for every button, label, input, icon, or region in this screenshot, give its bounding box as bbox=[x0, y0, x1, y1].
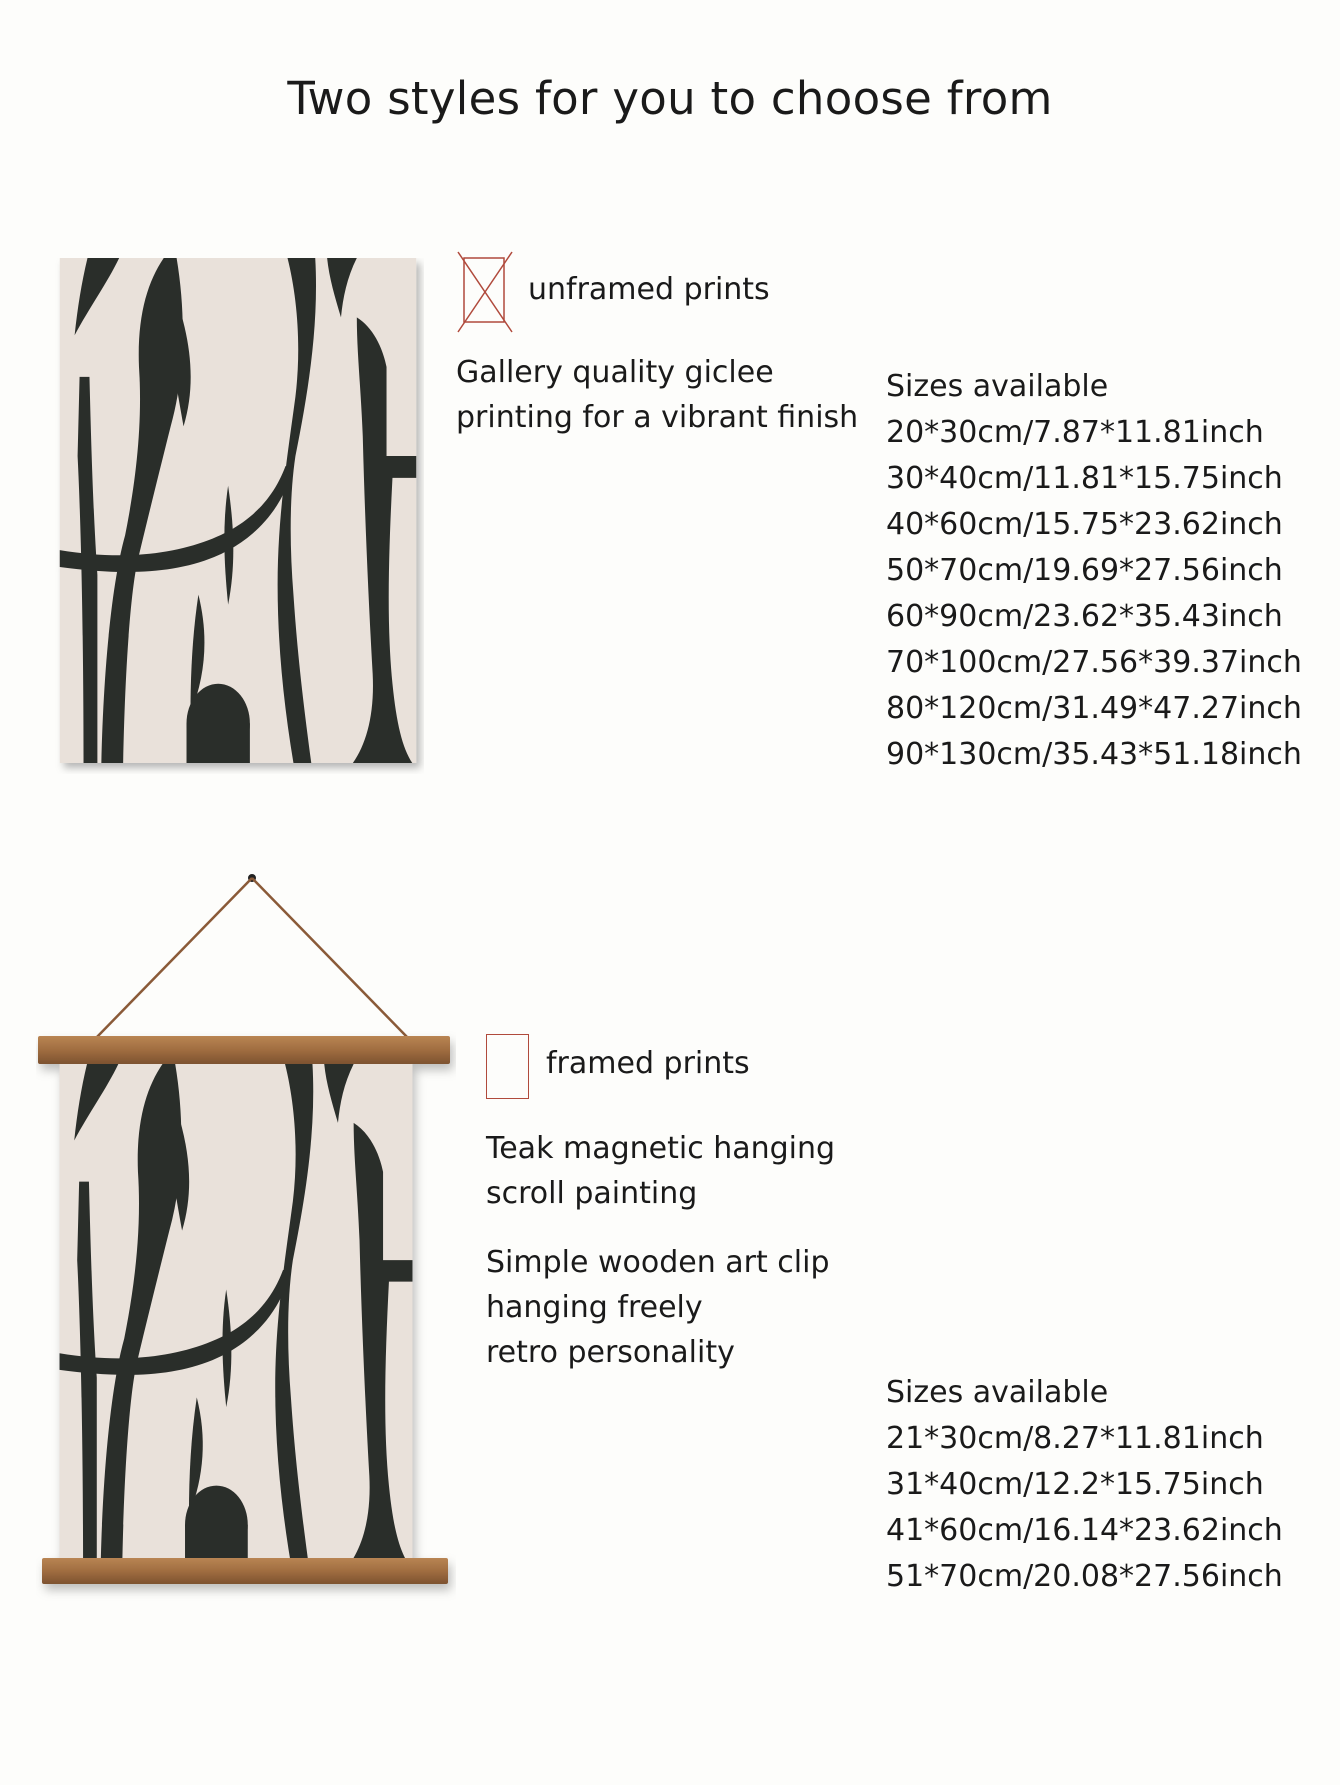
hanging-string bbox=[96, 878, 252, 1038]
top-wood-bar bbox=[38, 1036, 450, 1064]
size-option: 60*90cm/23.62*35.43inch bbox=[886, 599, 1283, 634]
size-option: 40*60cm/15.75*23.62inch bbox=[886, 507, 1283, 542]
framed-sizes-list bbox=[886, 1370, 1283, 1600]
size-option: 51*70cm/20.08*27.56inch bbox=[886, 1559, 1283, 1594]
framed-description-2: Simple wooden art clip hanging freely retro personality bbox=[486, 1245, 830, 1370]
unframed-label: unframed prints bbox=[528, 272, 770, 307]
page-title: Two styles for you to choose from bbox=[287, 72, 1053, 125]
bottom-wood-bar bbox=[42, 1558, 448, 1584]
size-option: 70*100cm/27.56*39.37inch bbox=[886, 645, 1302, 680]
sizes-heading: Sizes available bbox=[886, 1375, 1109, 1410]
unframed-description: Gallery quality giclee printing for a vibrant finish bbox=[456, 355, 859, 435]
size-option: 90*130cm/35.43*51.18inch bbox=[886, 737, 1302, 772]
size-option: 50*70cm/19.69*27.56inch bbox=[886, 553, 1283, 588]
unframed-sizes-list bbox=[886, 364, 1302, 778]
size-option: 31*40cm/12.2*15.75inch bbox=[886, 1467, 1264, 1502]
framed-print-image bbox=[36, 868, 456, 1608]
framed-description-1: Teak magnetic hanging scroll painting bbox=[486, 1131, 836, 1211]
size-option: 30*40cm/11.81*15.75inch bbox=[886, 461, 1283, 496]
framed-label: framed prints bbox=[546, 1046, 750, 1081]
size-option: 80*120cm/31.49*47.27inch bbox=[886, 691, 1302, 726]
size-option: 20*30cm/7.87*11.81inch bbox=[886, 415, 1264, 450]
frame-outline-icon bbox=[486, 1034, 529, 1099]
size-option: 41*60cm/16.14*23.62inch bbox=[886, 1513, 1283, 1548]
unframed-print-image bbox=[52, 258, 424, 774]
sizes-heading: Sizes available bbox=[886, 369, 1109, 404]
size-option: 21*30cm/8.27*11.81inch bbox=[886, 1421, 1264, 1456]
crossed-out-frame-icon bbox=[456, 250, 514, 334]
